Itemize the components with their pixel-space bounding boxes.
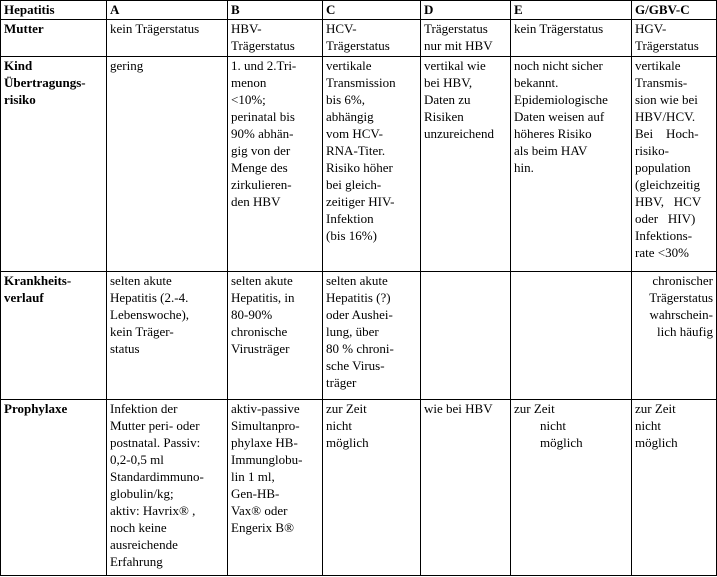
row-krankheitsverlauf <box>1 272 717 400</box>
cell-kind-c: vertikale Transmission bis 6%, abhängig vom HCV- RNA-Titer. Risiko höher bei gleich- zeitiger HIV- Infektion (bis 16%) <box>323 57 421 272</box>
cell-prophylaxe-g: zur Zeit nicht möglich <box>632 400 717 576</box>
cell-kind-g: vertikale Transmis- sion wie bei HBV/HCV. Bei Hoch- risiko- population (gleichzeitig HBV, HCV oder HIV) Infektions- rate <30% <box>632 57 717 272</box>
header-a: A <box>107 1 228 20</box>
cell-prophylaxe-b: aktiv-passive Simultanpro- phylaxe HB- Immunglobu- lin 1 ml, Gen-HB- Vax® oder Engerix B® <box>228 400 323 576</box>
cell-prophylaxe-c: zur Zeit nicht möglich <box>323 400 421 576</box>
header-row <box>1 1 717 20</box>
cell-mutter-a: kein Trägerstatus <box>107 20 228 57</box>
row-label-kind: Kind Übertragungs- risiko <box>1 57 107 272</box>
row-label-prophylaxe: Prophylaxe <box>1 400 107 576</box>
header-g: G/GBV-C <box>632 1 717 20</box>
row-label-mutter: Mutter <box>1 20 107 57</box>
row-prophylaxe <box>1 400 717 576</box>
cell-kind-a: gering <box>107 57 228 272</box>
cell-mutter-g: HGV- Trägerstatus <box>632 20 717 57</box>
cell-mutter-c: HCV- Trägerstatus <box>323 20 421 57</box>
cell-prophylaxe-d: wie bei HBV <box>421 400 511 576</box>
header-e: E <box>511 1 632 20</box>
cell-mutter-d: Trägerstatus nur mit HBV <box>421 20 511 57</box>
cell-prophylaxe-e: zur Zeit nicht möglich <box>511 400 632 576</box>
cell-verlauf-a: selten akute Hepatitis (2.-4. Lebenswoche), kein Träger- status <box>107 272 228 400</box>
header-c: C <box>323 1 421 20</box>
cell-verlauf-g: chronischer Trägerstatus wahrschein- lich häufig <box>632 272 717 400</box>
cell-kind-e: noch nicht sicher bekannt. Epidemiologische Daten weisen auf höheres Risiko als beim HAV hin. <box>511 57 632 272</box>
cell-verlauf-e <box>511 272 632 400</box>
cell-kind-d: vertikal wie bei HBV, Daten zu Risiken unzureichend <box>421 57 511 272</box>
cell-verlauf-c: selten akute Hepatitis (?) oder Aushei- lung, über 80 % chroni- sche Virus- träger <box>323 272 421 400</box>
cell-verlauf-b: selten akute Hepatitis, in 80-90% chronische Virusträger <box>228 272 323 400</box>
row-mutter <box>1 20 717 57</box>
cell-prophylaxe-a: Infektion der Mutter peri- oder postnatal. Passiv: 0,2-0,5 ml Standardimmuno- globulin/kg; aktiv: Havrix® , noch keine ausreichende Erfahrung <box>107 400 228 576</box>
row-label-krankheitsverlauf: Krankheits- verlauf <box>1 272 107 400</box>
cell-verlauf-d <box>421 272 511 400</box>
header-b: B <box>228 1 323 20</box>
cell-kind-b: 1. und 2.Tri- menon <10%; perinatal bis 90% abhän- gig von der Menge des zirkulieren- den HBV <box>228 57 323 272</box>
header-d: D <box>421 1 511 20</box>
cell-mutter-e: kein Trägerstatus <box>511 20 632 57</box>
cell-mutter-b: HBV- Trägerstatus <box>228 20 323 57</box>
row-kind <box>1 57 717 272</box>
header-hepatitis: Hepatitis <box>1 1 107 20</box>
